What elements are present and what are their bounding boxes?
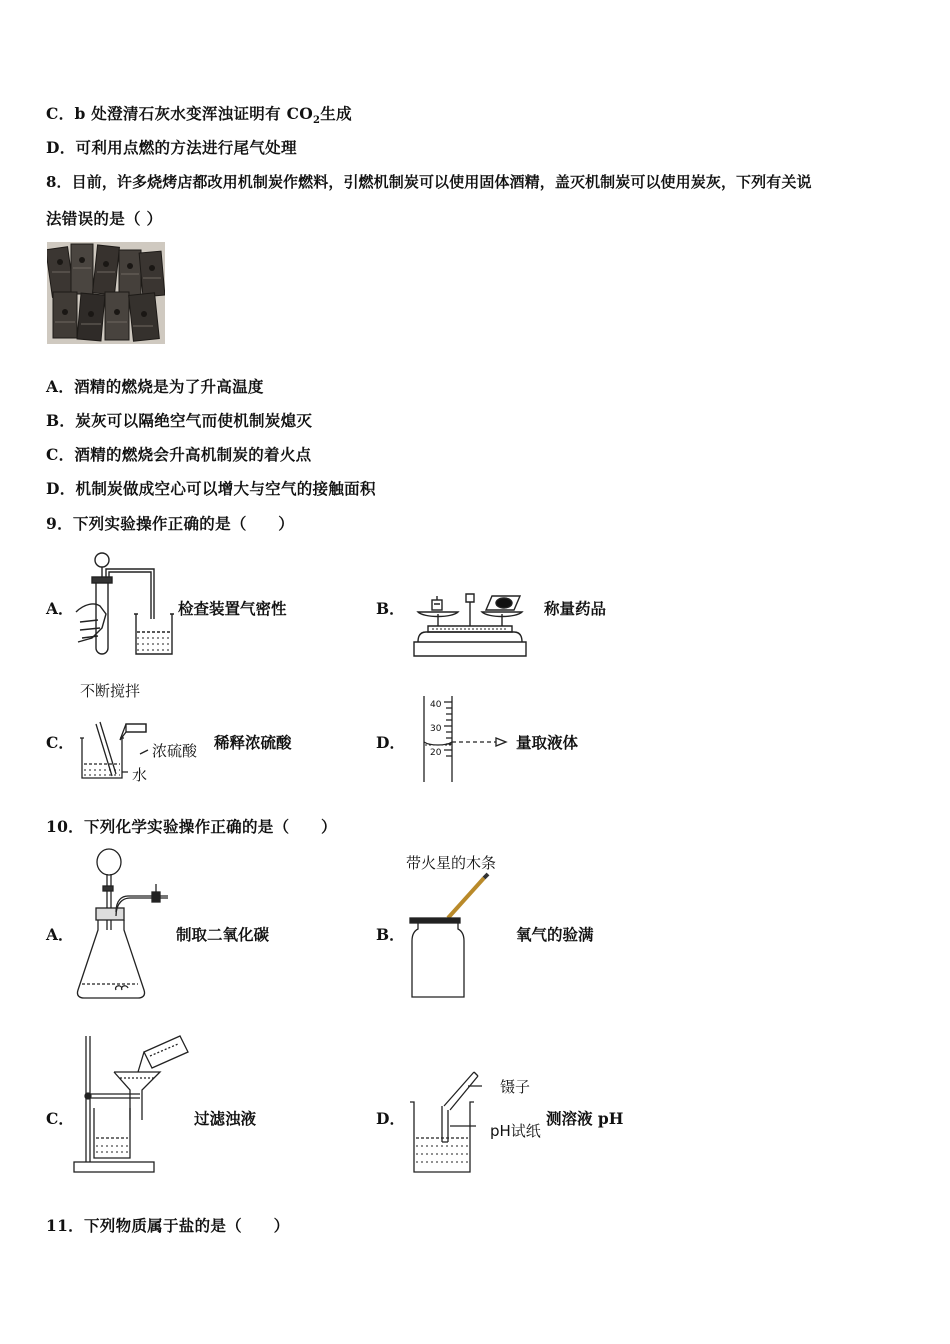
q8-option-a: A．酒精的燃烧是为了升高温度 bbox=[46, 377, 264, 396]
q10-option-d-letter: D． bbox=[376, 1109, 405, 1128]
q10-option-b-letter: B． bbox=[376, 925, 405, 944]
filtration-figure bbox=[72, 1028, 196, 1174]
q8-option-c: C．酒精的燃烧会升高机制炭的着火点 bbox=[46, 445, 312, 464]
q9-option-a-letter: A． bbox=[46, 599, 74, 618]
q9-option-b-text: 称量药品 bbox=[544, 599, 607, 618]
glowing-splint-label: 带火星的木条 bbox=[406, 854, 497, 872]
q8-stem-line1: 8．目前，许多烧烤店都改用机制炭作燃料，引燃机制炭可以使用固体酒精，盖灭机制炭可以使用炭灰，下列有关说 bbox=[46, 173, 812, 191]
q9-option-c-letter: C． bbox=[46, 733, 74, 752]
q10-option-c-letter: C． bbox=[46, 1109, 74, 1128]
ph-paper-label: pH试纸 bbox=[490, 1122, 541, 1140]
q7-option-d: D．可利用点燃的方法进行尾气处理 bbox=[46, 138, 297, 157]
co2-generation-figure bbox=[76, 846, 172, 1002]
q10-option-c-text: 过滤浊液 bbox=[194, 1109, 257, 1128]
graduated-cylinder-figure bbox=[418, 694, 514, 784]
q11-stem: 11．下列物质属于盐的是（ ） bbox=[46, 1216, 290, 1235]
q10-option-a-letter: A． bbox=[46, 925, 74, 944]
q9-option-b-letter: B． bbox=[376, 599, 405, 618]
charcoal-photo bbox=[47, 242, 165, 344]
q10-stem: 10．下列化学实验操作正确的是（ ） bbox=[46, 817, 337, 836]
balance-scale-figure bbox=[408, 580, 532, 660]
tick-label-20: 20 bbox=[430, 748, 442, 758]
airtightness-check-figure bbox=[70, 550, 182, 660]
q9-option-a-text: 检查装置气密性 bbox=[178, 599, 287, 618]
q10-option-d-text: 测溶液 pH bbox=[546, 1109, 624, 1128]
water-label: 水 bbox=[132, 766, 148, 784]
q10-option-a-text: 制取二氧化碳 bbox=[176, 925, 270, 944]
dilute-sulfuric-acid-figure bbox=[76, 680, 214, 786]
ph-test-figure bbox=[404, 1066, 544, 1176]
q9-option-d-text: 量取液体 bbox=[516, 733, 579, 752]
q8-option-d: D．机制炭做成空心可以增大与空气的接触面积 bbox=[46, 479, 376, 498]
acid-label: 浓硫酸 bbox=[152, 742, 198, 760]
q10-option-b-text: 氧气的验满 bbox=[516, 925, 594, 944]
tick-label-30: 30 bbox=[430, 724, 442, 734]
q8-option-b: B．炭灰可以隔绝空气而使机制炭熄灭 bbox=[46, 411, 313, 430]
tick-label-40: 40 bbox=[430, 700, 442, 710]
q7-option-c: C．b 处澄清石灰水变浑浊证明有 $CO_2$生成 bbox=[46, 104, 352, 127]
tweezers-label: 镊子 bbox=[500, 1078, 531, 1096]
q9-option-d-letter: D． bbox=[376, 733, 405, 752]
oxygen-full-test-figure bbox=[404, 852, 524, 1002]
stir-label: 不断搅拌 bbox=[80, 682, 141, 700]
q8-stem-line2: 法错误的是（ ） bbox=[46, 209, 163, 228]
q9-option-c-text: 稀释浓硫酸 bbox=[214, 733, 292, 752]
q9-stem: 9．下列实验操作正确的是（ ） bbox=[46, 514, 295, 533]
